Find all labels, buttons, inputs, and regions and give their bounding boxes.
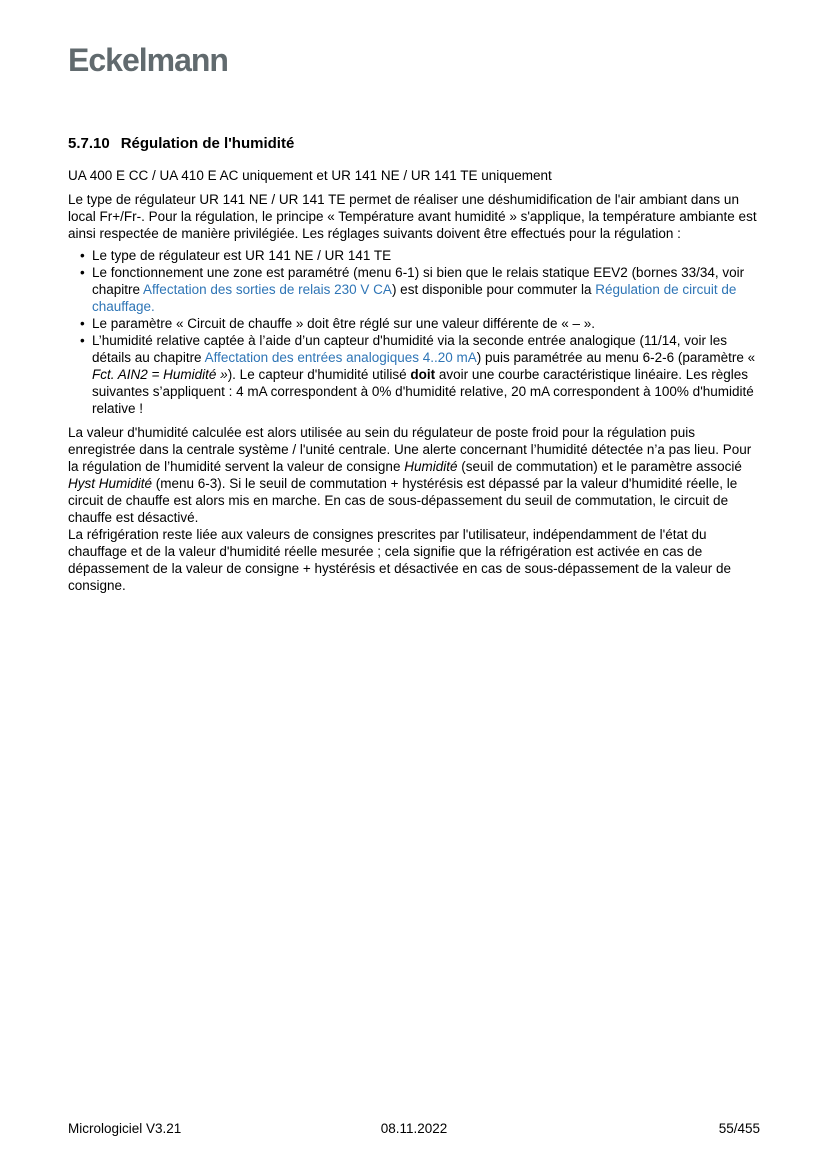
- text-segment: La valeur d'humidité calculée est alors utilisée au sein du régulateur de poste froid pour la régulation puis enregistrée dans la centrale système / l'unité centrale. Une alerte concernant l’humidité détectée n’a pas lieu. Pour la régulation de l’humidité servent la valeur de consigne: [68, 425, 752, 474]
- text-segment: (menu 6-3). Si le seuil de commutation + hystérésis est dépassé par la valeur d'humidité réelle, le circuit de chauffe est alors mis en marche. En cas de sous-dépassement du seuil de commutation, le circuit de chauffe est désactivé.: [68, 476, 738, 525]
- footer-firmware-version: Micrologiciel V3.21: [68, 1121, 182, 1136]
- text-segment: Le paramètre « Circuit de chauffe » doit être réglé sur une valeur différente de « – ».: [92, 316, 596, 331]
- chapter-link[interactable]: Affectation des entrées analogiques 4..20 mA: [204, 350, 477, 365]
- text-segment: ). Le capteur d'humidité utilisé: [227, 367, 411, 382]
- section-number: 5.7.10: [68, 135, 110, 152]
- chapter-link[interactable]: Affectation des sorties de relais 230 V CA: [143, 282, 392, 297]
- text-segment: L’humidité relative captée à l’aide d’un capteur d'humidité via la seconde entrée analogique (11/14, voir les détails au chapitre: [92, 333, 727, 365]
- text-segment: Le type de régulateur UR 141 NE / UR 141 TE permet de réaliser une déshumidification de l'air ambiant dans un local Fr+/Fr-. Pour la régulation, le principe « Température avant humidité » s'applique, la température ambiante est ainsi respectée de manière privilégiée. Les réglages suivants doivent être effectués pour la régulation :: [68, 192, 757, 241]
- text-segment: (seuil de commutation) et le paramètre associé: [457, 459, 742, 474]
- page-footer: [68, 1120, 760, 1137]
- humidity-value-paragraph: [68, 424, 760, 526]
- text-segment: La réfrigération reste liée aux valeurs de consignes prescrites par l'utilisateur, indépendamment de l'état du chauffage et de la valeur d'humidité réelle mesurée ; cela signifie que la réfrigération est activée en cas de dépassement de la valeur de consigne + hystérésis et désactivée en cas de sous-dépassement de la valeur de consigne.: [68, 527, 732, 593]
- text-segment: Humidité: [404, 459, 458, 474]
- section-title: Régulation de l'humidité: [120, 135, 295, 152]
- section-heading: [68, 135, 760, 153]
- company-logo: Eckelmann: [68, 42, 228, 78]
- text-segment: Le type de régulateur est UR 141 NE / UR 141 TE: [92, 248, 392, 263]
- text-segment: doit: [410, 367, 436, 382]
- settings-list: [68, 247, 760, 417]
- text-segment: avoir une courbe caractéristique linéaire. Les règles suivantes s’appliquent : 4 mA correspondent à 0% d'humidité relative, 20 mA correspondent à 100% d'humidité relative !: [92, 367, 754, 416]
- text-segment: ) puis paramétrée au menu 6-2-6 (paramètre «: [476, 350, 756, 365]
- text-segment: Fct. AIN2 = Humidité »: [92, 367, 228, 382]
- text-segment: Le fonctionnement une zone est paramétré (menu 6-1) si bien que le relais statique EEV2 (bornes 33/34, voir chapitre: [92, 265, 745, 297]
- list-item-one-zone-mode: [68, 264, 760, 315]
- footer-date: 08.11.2022: [380, 1121, 448, 1136]
- intro-paragraph: [68, 191, 760, 242]
- list-item-humidity-sensor: [68, 332, 760, 417]
- text-segment: Hyst Humidité: [68, 476, 153, 491]
- footer-page-number: 55/455: [718, 1121, 761, 1136]
- refrigeration-paragraph: [68, 526, 760, 594]
- applicability-note: UA 400 E CC / UA 410 E AC uniquement et UR 141 NE / UR 141 TE uniquement: [68, 168, 552, 183]
- list-item-heating-circuit-param: [68, 315, 760, 332]
- text-segment: ) est disponible pour commuter la: [391, 282, 596, 297]
- chapter-link[interactable]: Régulation de circuit de chauffage.: [92, 282, 737, 314]
- list-item-regulator-type: [68, 247, 760, 264]
